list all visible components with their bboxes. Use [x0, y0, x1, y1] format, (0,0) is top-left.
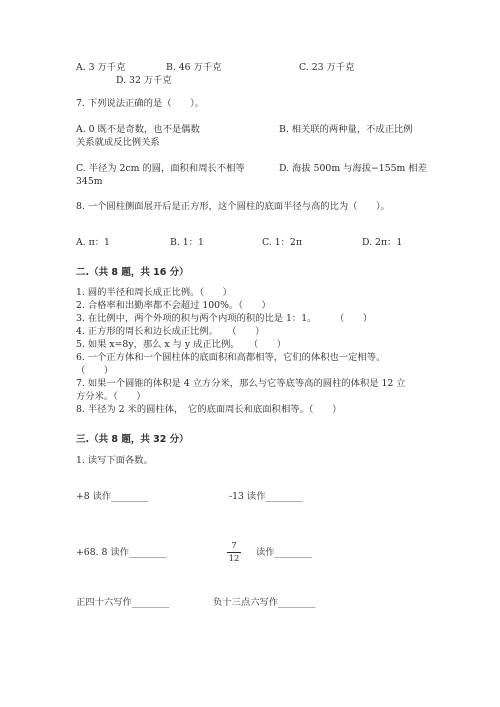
q6-option-a: A. 3 万千克 [76, 62, 126, 73]
section-3-title: 三.（共 8 题，共 32 分） [76, 434, 189, 445]
section-3-q1-stem: 1. 读写下面各数。 [76, 455, 153, 466]
q7-option-c: C. 半径为 2cm 的圆，面积和周长不相等 [76, 163, 245, 174]
read-number-1: +8 读作________ [76, 491, 149, 502]
section-2-item: 5. 如果 x=8y，那么 x 与 y 成正比例。 （ ） [76, 339, 287, 350]
section-2-item: 2. 合格率和出勤率都不会超过 100%。（ ） [76, 300, 271, 311]
section-2-item: 8. 半径为 2 米的圆柱体， 它的底面周长和底面积相等。（ ） [76, 404, 342, 415]
read-number-3: +68. 8 读作________ [76, 547, 167, 558]
section-2-item-continued: （ ） [76, 365, 114, 376]
section-2-item: 6. 一个正方体和一个圆柱体的底面积和高都相等，它们的体积也一定相等。 [76, 352, 386, 363]
q6-option-c: C. 23 万千克 [299, 62, 355, 73]
section-2-title: 二.（共 8 题，共 16 分） [76, 267, 189, 278]
q8-option-b: B. 1：1 [170, 237, 204, 248]
q7-option-d: D. 海拔 500m 与海拔−155m 相差 [279, 163, 427, 174]
q8-option-d: D. 2π：1 [362, 237, 403, 248]
write-number-2: 负十三点六写作________ [213, 597, 316, 608]
write-number-1: 正四十六写作________ [76, 597, 169, 608]
section-2-item: 3. 在比例中，两个外项的积与两个内项的积的比是 1：1。 （ ） [76, 313, 373, 324]
q6-option-d: D. 32 万千克 [116, 75, 172, 86]
fraction-bar [227, 552, 241, 553]
fraction-numerator: 7 [231, 541, 237, 551]
q7-option-b-continued: 关系就成反比例关系 [76, 137, 160, 148]
q7-stem: 7. 下列说法正确的是（ ）。 [76, 98, 205, 109]
q8-option-a: A. π：1 [76, 237, 110, 248]
section-2-item: 4. 正方形的周长和边长成正比例。 （ ） [76, 326, 265, 337]
q7-option-b: B. 相关联的两种量，不成正比例 [279, 124, 413, 135]
q8-stem: 8. 一个圆柱侧面展开后是正方形，这个圆柱的底面半径与高的比为（ ）。 [76, 201, 390, 212]
section-2-item-continued: 方分米。（ ） [76, 391, 146, 402]
q7-option-d-continued: 345m [76, 176, 103, 187]
q8-option-c: C. 1：2π [262, 237, 302, 248]
fraction-denominator: 12 [228, 554, 240, 564]
section-2-item: 1. 圆的半径和周长成正比例。（ ） [76, 287, 232, 298]
fraction [227, 541, 241, 564]
read-number-4: 读作________ [256, 547, 312, 558]
read-number-2: -13 读作________ [229, 491, 303, 502]
q6-option-b: B. 46 万千克 [166, 62, 222, 73]
section-2-item: 7. 如果一个圆锥的体积是 4 立方分米，那么与它等底等高的圆柱的体积是 12 立 [76, 378, 406, 389]
q7-option-a: A. 0 既不是奇数，也不是偶数 [76, 124, 200, 135]
